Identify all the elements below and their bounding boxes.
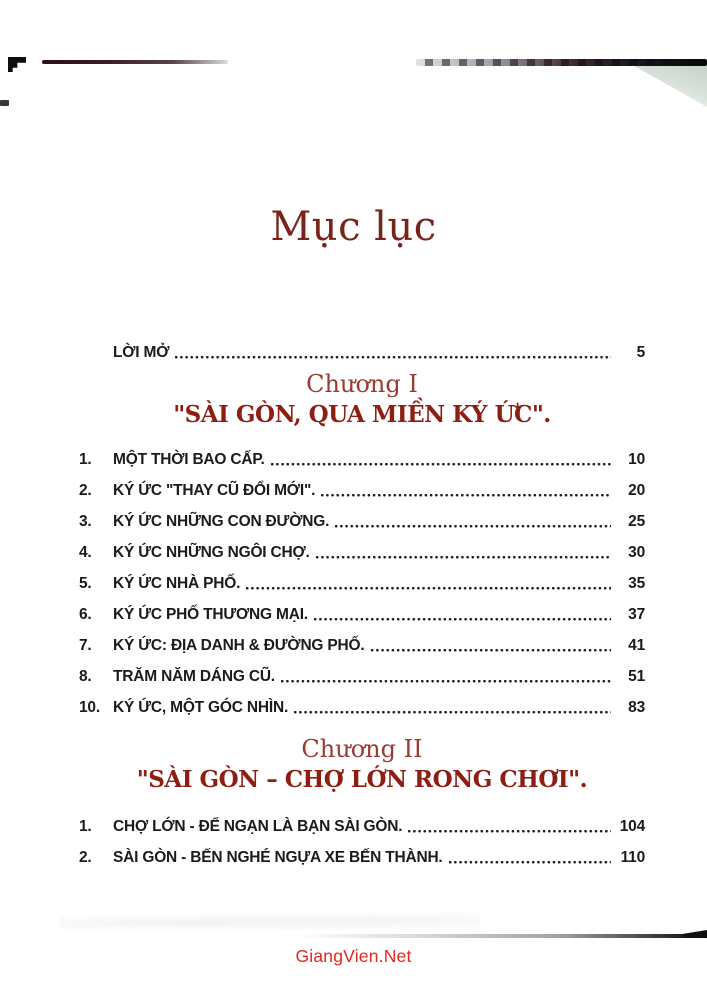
dot-leader (407, 829, 611, 834)
toc-page-number: 83 (628, 699, 645, 716)
toc-item-number: 7. (79, 637, 92, 654)
toc-item-number: 5. (79, 575, 92, 592)
toc-item-label: LỜI MỞ (113, 344, 170, 361)
dot-leader (313, 617, 611, 622)
toc-page-number: 35 (628, 575, 645, 592)
toc-item-label: KÝ ỨC: ĐỊA DANH & ĐƯỜNG PHỐ. (113, 637, 365, 654)
chapter-2-heading: Chương II (301, 735, 423, 763)
toc-item-number: 8. (79, 668, 92, 685)
toc-page-number: 41 (628, 637, 645, 654)
toc-item-label: KÝ ỨC PHỐ THƯƠNG MẠI. (113, 606, 308, 623)
toc-item-label: MỘT THỜI BAO CẤP. (113, 451, 265, 468)
toc-row (79, 481, 645, 500)
toc-row (79, 636, 645, 655)
dot-leader (270, 462, 611, 467)
toc-row (79, 817, 645, 836)
dot-leader (293, 710, 611, 715)
toc-item-label: KÝ ỨC NHỮNG NGÔI CHỢ. (113, 544, 310, 561)
scan-artifact-top-left-line (42, 60, 228, 64)
toc-row (79, 848, 645, 867)
scan-artifact-bottom-right-tip (683, 930, 707, 937)
page-title: Mục lục (270, 204, 437, 250)
dot-leader (280, 679, 611, 684)
toc-row-preface (79, 343, 645, 362)
dot-leader (315, 555, 611, 560)
toc-item-label: KÝ ỨC NHỮNG CON ĐƯỜNG. (113, 513, 330, 530)
dot-leader (245, 586, 611, 591)
toc-item-label: KÝ ỨC NHÀ PHỐ. (113, 575, 241, 592)
toc-item-number: 2. (79, 482, 92, 499)
toc-row (79, 667, 645, 686)
toc-item-label: KÝ ỨC "THAY CŨ ĐỔI MỚI". (113, 482, 316, 499)
chapter-1-items (79, 450, 645, 717)
toc-item-label: TRĂM NĂM DÁNG CŨ. (113, 668, 275, 685)
dot-leader (174, 355, 611, 360)
toc-page-number: 25 (628, 513, 645, 530)
toc-row (79, 698, 645, 717)
chapter-2-items (79, 817, 645, 867)
toc-item-number: 6. (79, 606, 92, 623)
toc-item-number: 1. (79, 818, 92, 835)
toc-row (79, 605, 645, 624)
toc-item-number: 2. (79, 849, 92, 866)
toc-page-number: 37 (628, 606, 645, 623)
scan-artifact-top-left-mark (8, 57, 26, 72)
toc-row (79, 574, 645, 593)
toc-page-number: 20 (628, 482, 645, 499)
toc-row (79, 450, 645, 469)
dot-leader (448, 860, 611, 865)
scan-artifact-top-right-line (416, 59, 707, 66)
toc-page-number: 30 (628, 544, 645, 561)
watermark-text: GiangVien.Net (295, 946, 412, 966)
scan-artifact-bottom-smudge (60, 912, 480, 934)
table-of-contents (0, 343, 707, 867)
scan-artifact-bottom-line (295, 934, 707, 938)
toc-page-number: 51 (628, 668, 645, 685)
toc-page-number: 10 (628, 451, 645, 468)
toc-item-number: 4. (79, 544, 92, 561)
toc-item-number: 10. (79, 699, 100, 716)
toc-page-number: 104 (619, 818, 645, 835)
chapter-1-title: "SÀI GÒN, QUA MIỀN KÝ ỨC". (173, 401, 551, 428)
toc-item-number: 3. (79, 513, 92, 530)
dot-leader (370, 648, 612, 653)
toc-item-label: KÝ ỨC, MỘT GÓC NHÌN. (113, 699, 289, 716)
scan-artifact-left-edge-dash (0, 100, 9, 106)
chapter-1-heading: Chương I (306, 370, 418, 398)
chapter-2-title: "SÀI GÒN – CHỢ LỚN RONG CHƠI". (136, 766, 588, 793)
toc-item-number: 1. (79, 451, 92, 468)
dot-leader (320, 493, 611, 498)
toc-item-label: SÀI GÒN - BẾN NGHÉ NGỰA XE BẾN THÀNH. (113, 849, 443, 866)
dot-leader (334, 524, 611, 529)
toc-page-number: 5 (636, 344, 645, 361)
toc-row (79, 543, 645, 562)
toc-page-number: 110 (620, 849, 645, 866)
toc-row (79, 512, 645, 531)
scan-artifact-corner-triangle (634, 66, 707, 107)
toc-item-label: CHỢ LỚN - ĐỂ NGẠN LÀ BẠN SÀI GÒN. (113, 818, 403, 835)
